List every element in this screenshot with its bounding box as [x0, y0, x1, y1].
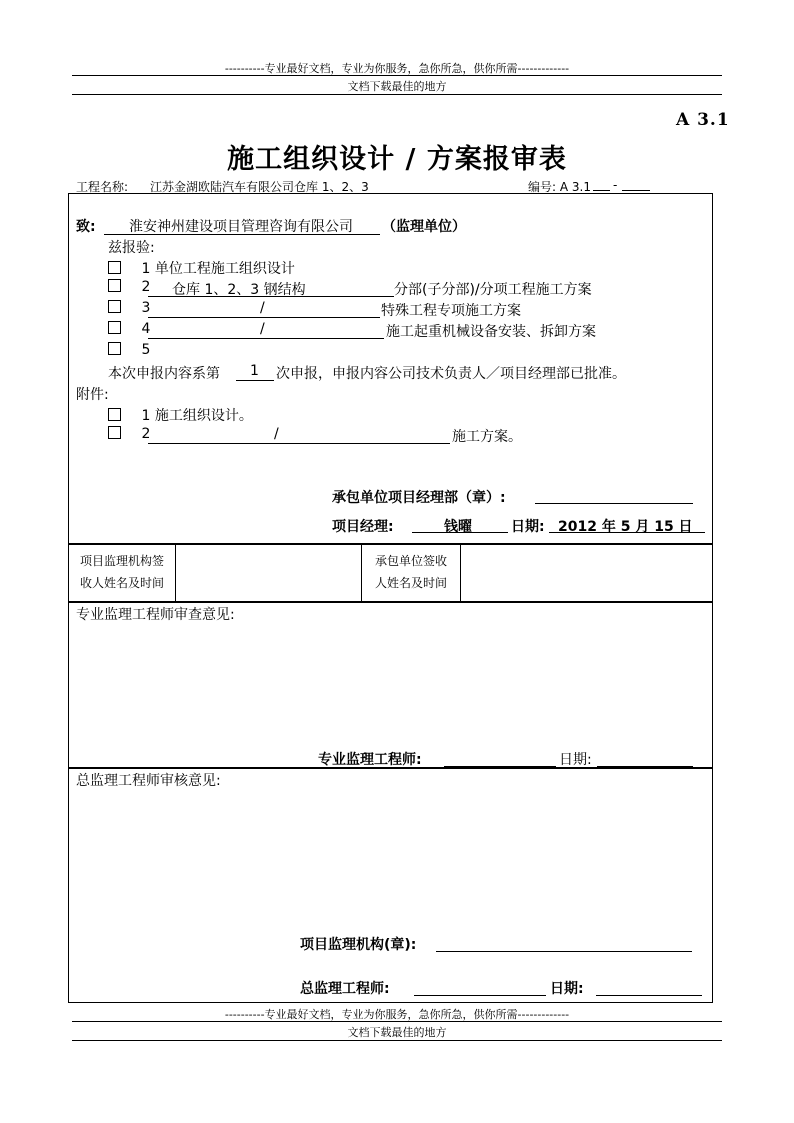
approval-count: 1: [250, 363, 259, 379]
supervisor-underline: [104, 234, 380, 235]
item-1: 1 单位工程施工组织设计: [108, 258, 295, 278]
footer-slogan: ----------专业最好文档，专业为你服务，急你所急，供你所需-------------: [224, 1008, 570, 1021]
attachment-2-slash: /: [274, 426, 279, 442]
item-2-fill: 仓库 1、2、3 钢结构: [172, 282, 306, 298]
attachment-1: 1 施工组织设计。: [108, 405, 253, 425]
item-5: 5: [108, 342, 150, 358]
checkbox[interactable]: [108, 321, 121, 334]
header-slogan: ----------专业最好文档，专业为你服务，急你所急，供你所需-------------: [224, 62, 570, 75]
form-code: A 3.1: [676, 110, 730, 130]
approval-pre: 本次申报内容系第: [108, 366, 220, 382]
page-title: 施工组织设计 / 方案报审表: [227, 144, 567, 175]
supervisor-unit: 淮安神州建设项目管理咨询有限公司: [129, 219, 353, 235]
chief-section: [68, 767, 713, 1003]
receipt-supervisor-label: 项目监理机构签 收人姓名及时间: [80, 554, 165, 590]
item-2-underline: [148, 296, 394, 297]
supervisor-suffix: （监理单位）: [382, 219, 466, 235]
date-label: 日期:: [511, 519, 545, 535]
number-sep: -: [613, 178, 618, 192]
attachment-label: 附件:: [76, 387, 109, 403]
footer-subtitle: 文档下载最佳的地方: [347, 1026, 447, 1039]
contractor-dept-label: 承包单位项目经理部（章）:: [332, 490, 506, 506]
review-date-label: 日期:: [559, 752, 592, 768]
chief-label: 总监理工程师审核意见:: [76, 773, 221, 789]
checkbox[interactable]: [108, 342, 121, 355]
pm-underline: [412, 532, 508, 533]
checkbox[interactable]: [108, 261, 121, 274]
chief-org-label: 项目监理机构(章):: [300, 937, 417, 953]
chief-date-underline: [596, 995, 702, 996]
project-label: 工程名称:: [76, 180, 129, 194]
receipt-divider: [460, 543, 461, 601]
number-label: 编号: A 3.1: [528, 180, 591, 194]
review-label: 专业监理工程师审查意见:: [76, 607, 235, 623]
pm-name: 钱曜: [444, 519, 472, 535]
item-3-text: 特殊工程专项施工方案: [381, 303, 521, 319]
chief-engineer-label: 总监理工程师:: [300, 981, 390, 997]
attachment-2-text: 施工方案。: [452, 429, 522, 445]
date-underline: [549, 532, 705, 533]
number-blank-1: [593, 190, 610, 191]
attachment-2: 2: [108, 426, 150, 442]
item-2-text: 分部(子分部)/分项工程施工方案: [394, 282, 592, 298]
item-3-underline: [148, 317, 380, 318]
attachment-2-underline: [148, 443, 450, 444]
receipt-divider: [175, 543, 176, 601]
review-section: [68, 601, 713, 769]
item-3-slash: /: [260, 300, 265, 316]
number-blank-2: [622, 190, 650, 191]
header-subtitle: 文档下载最佳的地方: [347, 80, 447, 93]
checkbox[interactable]: [108, 426, 121, 439]
header-divider-2: [72, 94, 722, 95]
item-4-text: 施工起重机械设备安装、拆卸方案: [386, 324, 596, 340]
approval-count-underline: [236, 380, 274, 381]
to-prefix: 致:: [76, 219, 96, 235]
item-2: 2: [108, 279, 150, 295]
review-engineer-label: 专业监理工程师:: [318, 752, 422, 768]
item-4-underline: [148, 338, 384, 339]
pm-label: 项目经理:: [332, 519, 394, 535]
checkbox[interactable]: [108, 300, 121, 313]
footer-divider-2: [72, 1040, 722, 1041]
item-3: 3: [108, 300, 150, 316]
checkbox[interactable]: [108, 279, 121, 292]
header-divider: [72, 75, 722, 76]
submit-intro: 兹报验:: [108, 240, 155, 256]
checkbox[interactable]: [108, 408, 121, 421]
contractor-date: 2012 年 5 月 15 日: [558, 519, 693, 535]
footer-divider: [72, 1021, 722, 1022]
chief-org-underline: [436, 951, 692, 952]
project-name: 江苏金湖欧陆汽车有限公司仓库 1、2、3: [150, 180, 369, 194]
item-4: 4: [108, 321, 150, 337]
contractor-dept-underline: [535, 503, 693, 504]
receipt-divider: [361, 543, 362, 601]
approval-post: 次申报，申报内容公司技术负责人／项目经理部已批准。: [276, 366, 626, 382]
item-4-slash: /: [260, 321, 265, 337]
chief-date-label: 日期:: [550, 981, 584, 997]
chief-engineer-underline: [414, 995, 546, 996]
receipt-contractor-label: 承包单位签收 人姓名及时间: [375, 554, 448, 590]
